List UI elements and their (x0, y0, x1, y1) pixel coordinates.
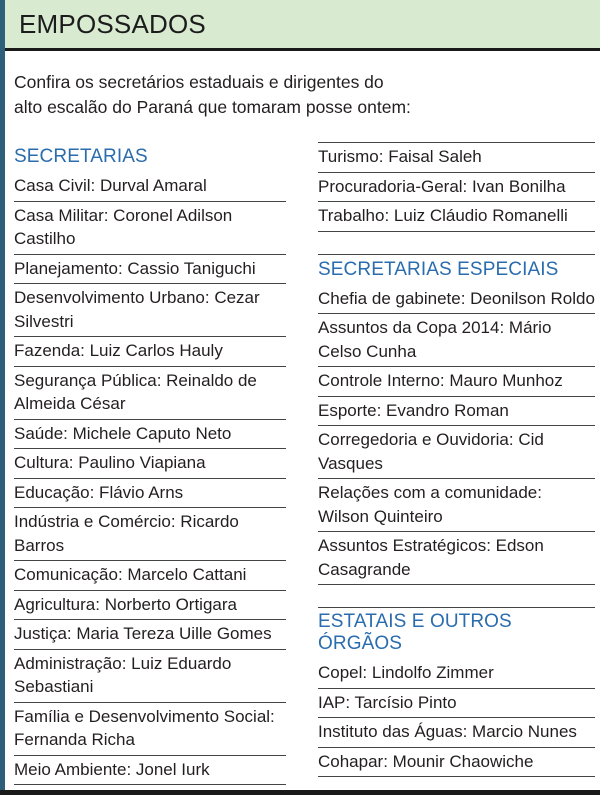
list-item: Fazenda: Luiz Carlos Hauly (14, 337, 286, 367)
list-item: Assuntos Estratégicos: Edson Casagrande (318, 532, 595, 585)
list-item: Indústria e Comércio: Ricardo Barros (14, 508, 286, 561)
list-item: Esporte: Evandro Roman (318, 397, 595, 427)
list-item: Trabalho: Luiz Cláudio Romanelli (318, 202, 595, 232)
list-item: Instituto das Águas: Marcio Nunes (318, 718, 595, 748)
list-item: Controle Interno: Mauro Munhoz (318, 367, 595, 397)
list-item: Meio Ambiente: Jonel Iurk (14, 756, 286, 786)
list-item: Justiça: Maria Tereza Uille Gomes (14, 620, 286, 650)
bottom-rule (0, 790, 600, 795)
list-item: Cohapar: Mounir Chaowiche (318, 748, 595, 778)
section-gap (318, 232, 595, 254)
list-item: Agricultura: Norberto Ortigara (14, 591, 286, 621)
list-item: Assuntos da Copa 2014: Mário Celso Cunha (318, 314, 595, 367)
list-item: Comunicação: Marcelo Cattani (14, 561, 286, 591)
intro-paragraph: Confira os secretários estaduais e dirigentes do alto escalão do Paraná que tomaram posse ontem: (14, 72, 411, 117)
section-heading: ESTATAIS E OUTROS ÓRGÃOS (318, 607, 595, 659)
left-column (14, 142, 286, 785)
section-heading: SECRETARIAS (14, 146, 148, 167)
list-item: Casa Militar: Coronel Adilson Castilho (14, 202, 286, 255)
list-item: Família e Desenvolvimento Social: Fernanda Richa (14, 703, 286, 756)
list-item: Chefia de gabinete: Deonilson Roldo (318, 285, 595, 315)
list-item: Cultura: Paulino Viapiana (14, 449, 286, 479)
list-item: Planejamento: Cassio Taniguchi (14, 255, 286, 285)
header-bar (5, 0, 600, 51)
list-item: Casa Civil: Durval Amaral (14, 172, 286, 202)
list-item: Relações com a comunidade: Wilson Quinteiro (318, 479, 595, 532)
list-item: Turismo: Faisal Saleh (318, 142, 595, 173)
list-item: Procuradoria-Geral: Ivan Bonilha (318, 173, 595, 203)
section-heading: SECRETARIAS ESPECIAIS (318, 254, 595, 285)
section-gap (318, 585, 595, 607)
list-item: Corregedoria e Ouvidoria: Cid Vasques (318, 426, 595, 479)
list-item: Desenvolvimento Urbano: Cezar Silvestri (14, 284, 286, 337)
list-item: Educação: Flávio Arns (14, 479, 286, 509)
page-title: EMPOSSADOS (19, 9, 206, 39)
list-item: Copel: Lindolfo Zimmer (318, 659, 595, 689)
left-accent-strip (0, 0, 5, 790)
list-item: Saúde: Michele Caputo Neto (14, 420, 286, 450)
right-column (318, 142, 595, 777)
list-item: Segurança Pública: Reinaldo de Almeida César (14, 367, 286, 420)
list-item: Administração: Luiz Eduardo Sebastiani (14, 650, 286, 703)
list-item: IAP: Tarcísio Pinto (318, 689, 595, 719)
